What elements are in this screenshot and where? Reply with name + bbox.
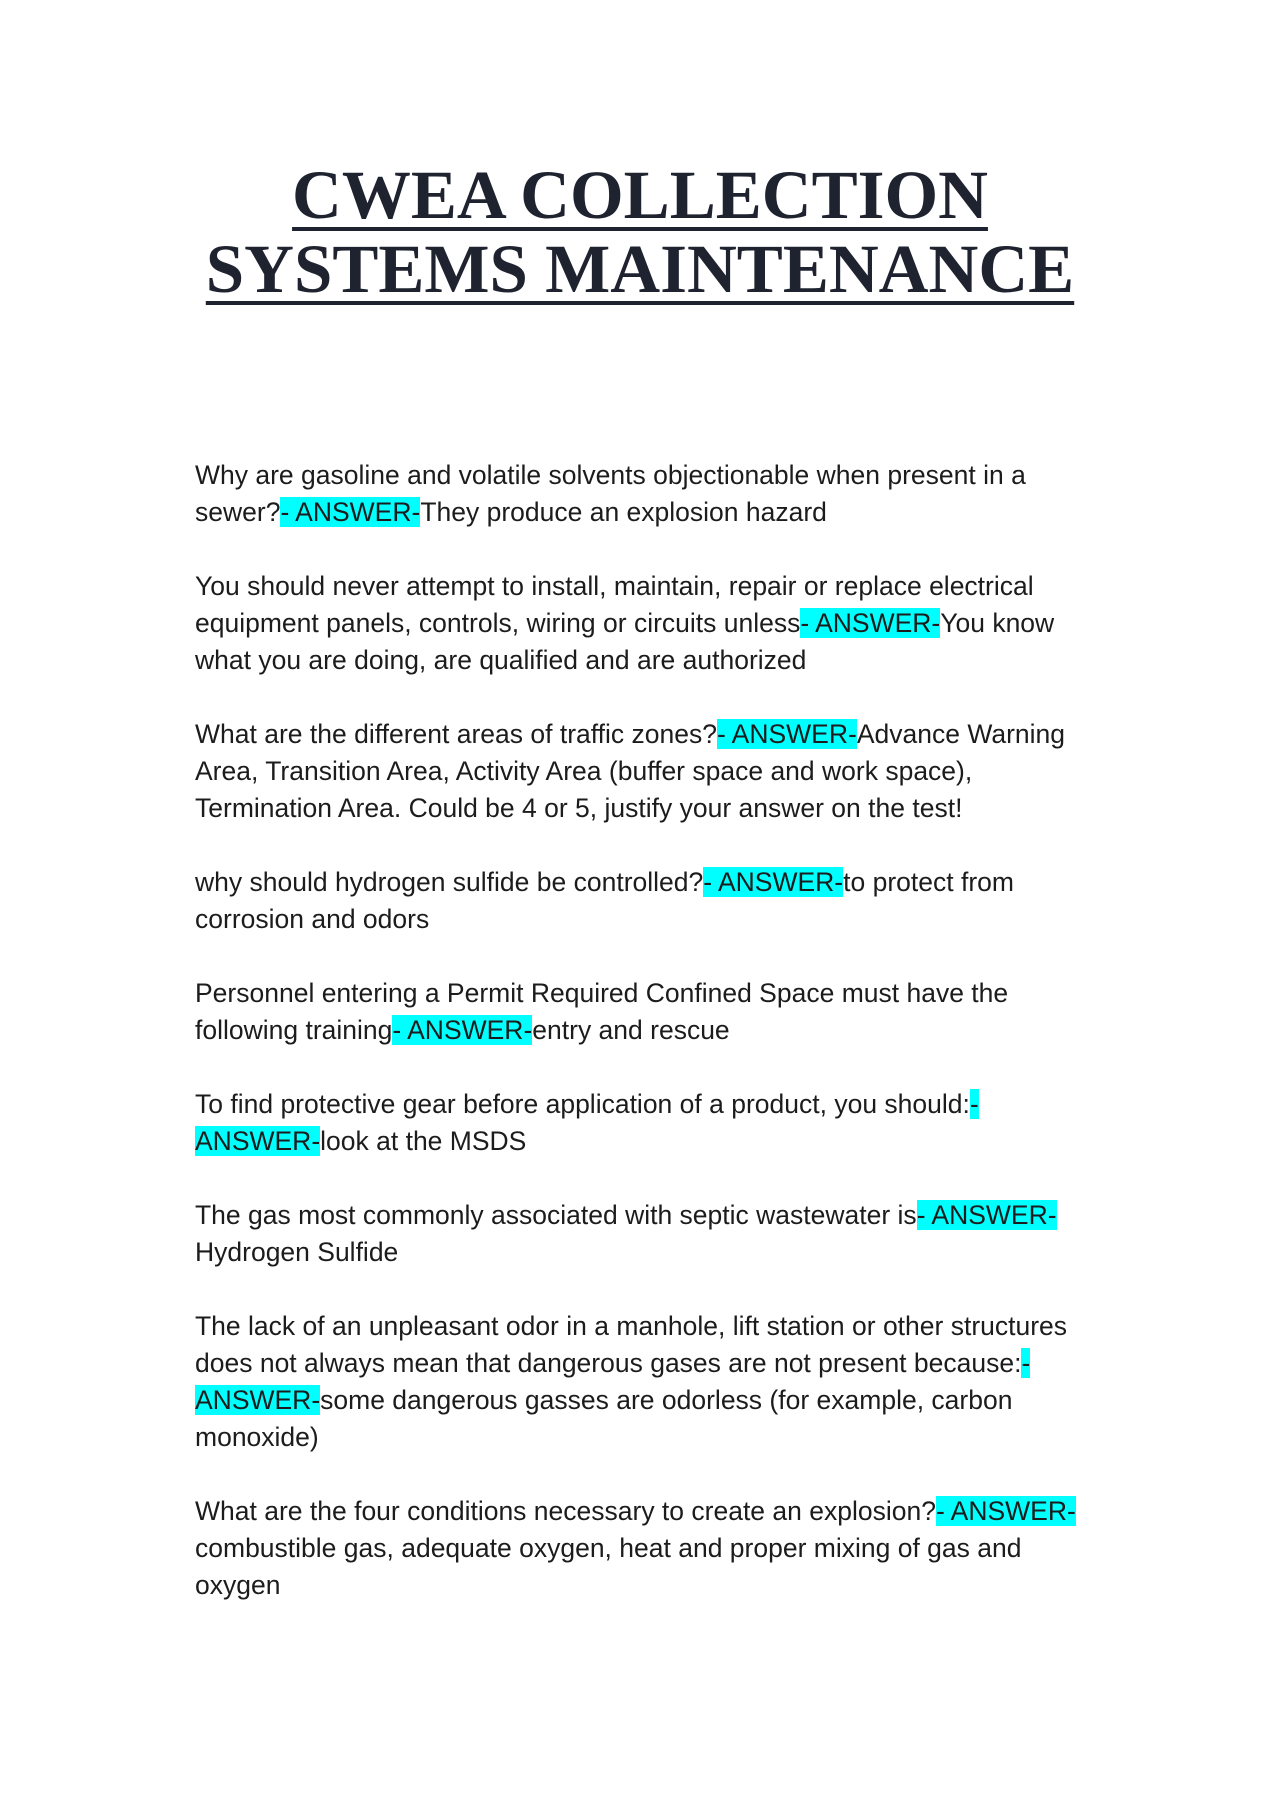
question-text: Why are gasoline and volatile solvents objectionable when present in a sewer?	[195, 460, 1026, 527]
question-text: You should never attempt to install, maintain, repair or replace electrical equipment panels, controls, wiring or circuits unless	[195, 571, 1034, 638]
answer-text: They produce an explosion hazard	[420, 497, 827, 527]
answer-text: combustible gas, adequate oxygen, heat and proper mixing of gas and oxygen	[195, 1533, 1022, 1600]
answer-marker: - ANSWER-	[703, 867, 844, 897]
answer-marker: - ANSWER-	[195, 1348, 1031, 1415]
answer-text: You know what you are doing, are qualified and are authorized	[195, 608, 1055, 675]
answer-text: entry and rescue	[532, 1015, 730, 1045]
qa-item	[195, 1086, 1100, 1160]
answer-text: to protect from corrosion and odors	[195, 867, 1014, 934]
answer-text: Hydrogen Sulfide	[195, 1237, 399, 1267]
answer-text: look at the MSDS	[320, 1126, 527, 1156]
answer-marker: - ANSWER-	[916, 1200, 1057, 1230]
page-title	[0, 158, 1280, 306]
answer-marker: - ANSWER-	[935, 1496, 1076, 1526]
answer-marker: - ANSWER-	[716, 719, 857, 749]
qa-item	[195, 1493, 1100, 1604]
title-line-1: CWEA COLLECTION	[292, 157, 988, 233]
question-text: What are the four conditions necessary to create an explosion?	[195, 1496, 936, 1526]
question-text: The lack of an unpleasant odor in a manhole, lift station or other structures does not always mean that dangerous gases are not present because:	[195, 1311, 1068, 1378]
qa-item	[195, 864, 1100, 938]
answer-marker: - ANSWER-	[800, 608, 941, 638]
question-text: The gas most commonly associated with septic wastewater is	[195, 1200, 917, 1230]
question-text: To find protective gear before application of a product, you should:	[195, 1089, 970, 1119]
qa-item	[195, 568, 1100, 679]
answer-marker: - ANSWER-	[195, 1089, 979, 1156]
qa-item	[195, 1197, 1100, 1271]
answer-text: some dangerous gasses are odorless (for example, carbon monoxide)	[195, 1385, 1013, 1452]
answer-marker: - ANSWER-	[280, 497, 421, 527]
question-text: why should hydrogen sulfide be controlled?	[195, 867, 704, 897]
qa-item	[195, 1308, 1100, 1456]
answer-text: Advance Warning Area, Transition Area, Activity Area (buffer space and work space), Termination Area. Could be 4 or 5, justify your answer on the test!	[195, 719, 1066, 823]
qa-item	[195, 457, 1100, 531]
title-line-2: SYSTEMS MAINTENANCE	[205, 231, 1075, 307]
qa-item	[195, 716, 1100, 827]
question-text: Personnel entering a Permit Required Confined Space must have the following training	[195, 978, 1009, 1045]
question-text: What are the different areas of traffic zones?	[195, 719, 717, 749]
qa-item	[195, 975, 1100, 1049]
answer-marker: - ANSWER-	[392, 1015, 533, 1045]
qa-list	[195, 457, 1100, 1641]
